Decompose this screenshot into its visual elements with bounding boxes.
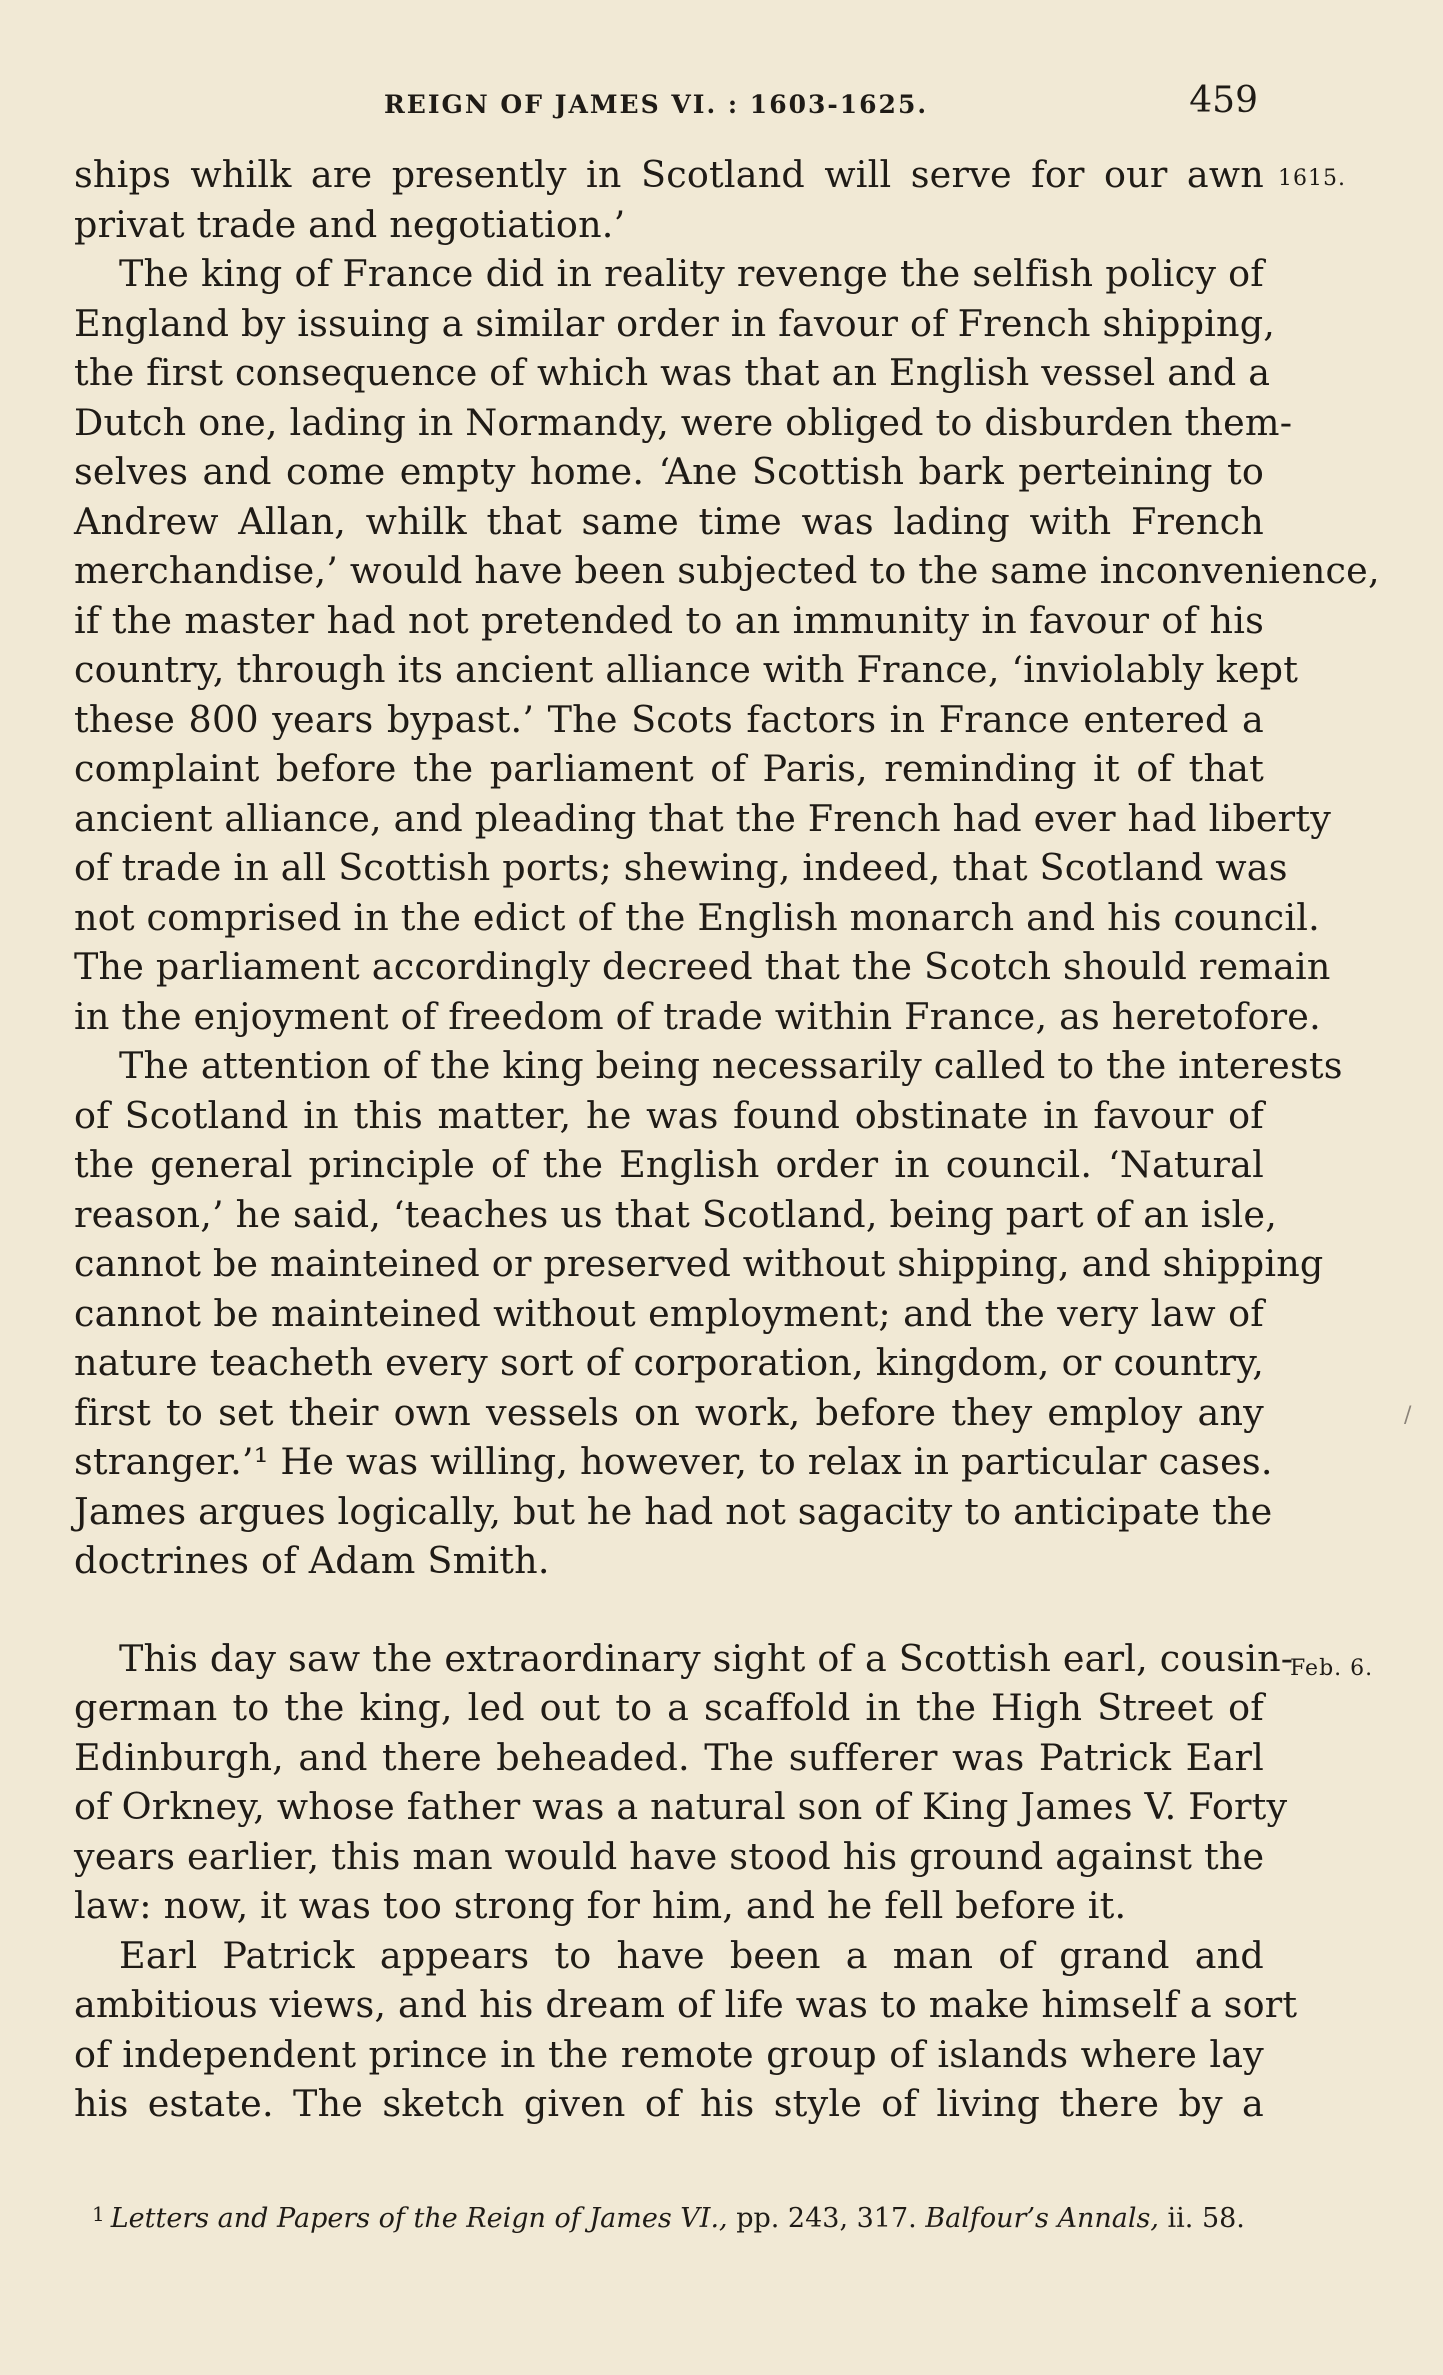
text-line: cannot be mainteined without employment; and the very law of [74, 1291, 1264, 1335]
text-line: the general principle of the English order in council. ‘Natural [74, 1143, 1264, 1186]
text-line: Earl Patrick appears to have been a man of grand and [119, 1933, 1264, 1977]
running-head [74, 78, 1264, 128]
text-line: first to set their own vessels on work, before they employ any [74, 1390, 1264, 1434]
text-line: Andrew Allan, whilk that same time was lading with French [74, 499, 1264, 543]
margin-note-date: Feb. 6. [1290, 1656, 1374, 1681]
text-line: The parliament accordingly decreed that the Scotch should remain [74, 945, 1331, 988]
footnote-title: Letters and Papers of the Reign of James VI., [110, 2203, 728, 2234]
text-line: ships whilk are presently in Scotland will serve for our awn [74, 153, 1264, 196]
text-line: reason,’ he said, ‘teaches us that Scotland, being part of an isle, [74, 1192, 1278, 1236]
text-line: the first consequence of which was that an English vessel and a [74, 351, 1271, 394]
text-line: The attention of the king being necessarily called to the interests [119, 1044, 1343, 1087]
text-line: of Scotland in this matter, he was found obstinate in favour of [74, 1093, 1264, 1137]
text-line: country, through its ancient alliance with France, ‘inviolably kept [74, 648, 1299, 691]
text-line: This day saw the extraordinary sight of a Scottish earl, cousin- [119, 1636, 1294, 1680]
footnote-ref: ii. 58. [1158, 2203, 1245, 2234]
section-break [74, 1586, 1264, 1634]
page-number: 459 [1189, 80, 1258, 121]
text-line: James argues logically, but he had not sagacity to anticipate the [74, 1489, 1273, 1533]
text-line: of Orkney, whose father was a natural son of King James V. Forty [74, 1785, 1288, 1828]
text-line: ancient alliance, and pleading that the French had ever had liberty [74, 796, 1332, 840]
stray-mark: / [1404, 1403, 1412, 1428]
text-line: The king of France did in reality revenge the selfish policy of [119, 252, 1264, 295]
text-line: ambitious views, and his dream of life was to make himself a sort [74, 1983, 1298, 2026]
footnote-source: Balfour’s Annals, [925, 2203, 1159, 2234]
text-line: selves and come empty home. ‘Ane Scottish bark perteining to [74, 450, 1264, 493]
text-line: years earlier, this man would have stood his ground against the [74, 1834, 1265, 1878]
text-line: of independent prince in the remote group of islands where lay [74, 2032, 1264, 2076]
text-line: his estate. The sketch given of his style of living there by a [74, 2082, 1264, 2125]
footnote-marker: 1 [92, 2202, 105, 2226]
text-line: privat trade and negotiation.’ [74, 202, 626, 246]
text-line: nature teacheth every sort of corporation, kingdom, or country, [74, 1341, 1264, 1384]
text-line: if the master had not pretended to an immunity in favour of his [74, 598, 1264, 642]
text-line: in the enjoyment of freedom of trade within France, as heretofore. [74, 994, 1321, 1038]
text-line: not comprised in the edict of the English monarch and his council. [74, 895, 1320, 939]
paragraph-1 [74, 150, 1264, 249]
text-line: doctrines of Adam Smith. [74, 1539, 550, 1582]
text-line: of trade in all Scottish ports; shewing, indeed, that Scotland was [74, 846, 1288, 889]
paragraph-2 [74, 249, 1380, 1041]
margin-note-year: 1615. [1278, 166, 1346, 191]
text-line: cannot be mainteined or preserved without shipping, and shipping [74, 1242, 1324, 1285]
text-line: complaint before the parliament of Paris, reminding it of that [74, 747, 1264, 790]
text-line: Dutch one, lading in Normandy, were obliged to disburden them- [74, 400, 1293, 444]
paragraph-3 [74, 1041, 1343, 1586]
text-line: Edinburgh, and there beheaded. The sufferer was Patrick Earl [74, 1735, 1264, 1779]
footnote-pages: pp. 243, 317. [727, 2203, 926, 2234]
paragraph-5 [74, 1931, 1298, 2129]
text-line: law: now, it was too strong for him, and he fell before it. [74, 1884, 1127, 1927]
text-line: stranger.’¹ He was willing, however, to relax in particular cases. [74, 1440, 1273, 1483]
text-line: these 800 years bypast.’ The Scots factors in France entered a [74, 697, 1264, 741]
text-line: merchandise,’ would have been subjected to the same inconvenience, [74, 549, 1380, 592]
text-line: german to the king, led out to a scaffold in the High Street of [74, 1686, 1264, 1729]
text-line: England by issuing a similar order in favour of French shipping, [74, 301, 1276, 345]
running-title: REIGN OF JAMES VI. : 1603-1625. [384, 90, 929, 119]
paragraph-4 [74, 1634, 1294, 1931]
footnote [92, 2196, 1282, 2237]
